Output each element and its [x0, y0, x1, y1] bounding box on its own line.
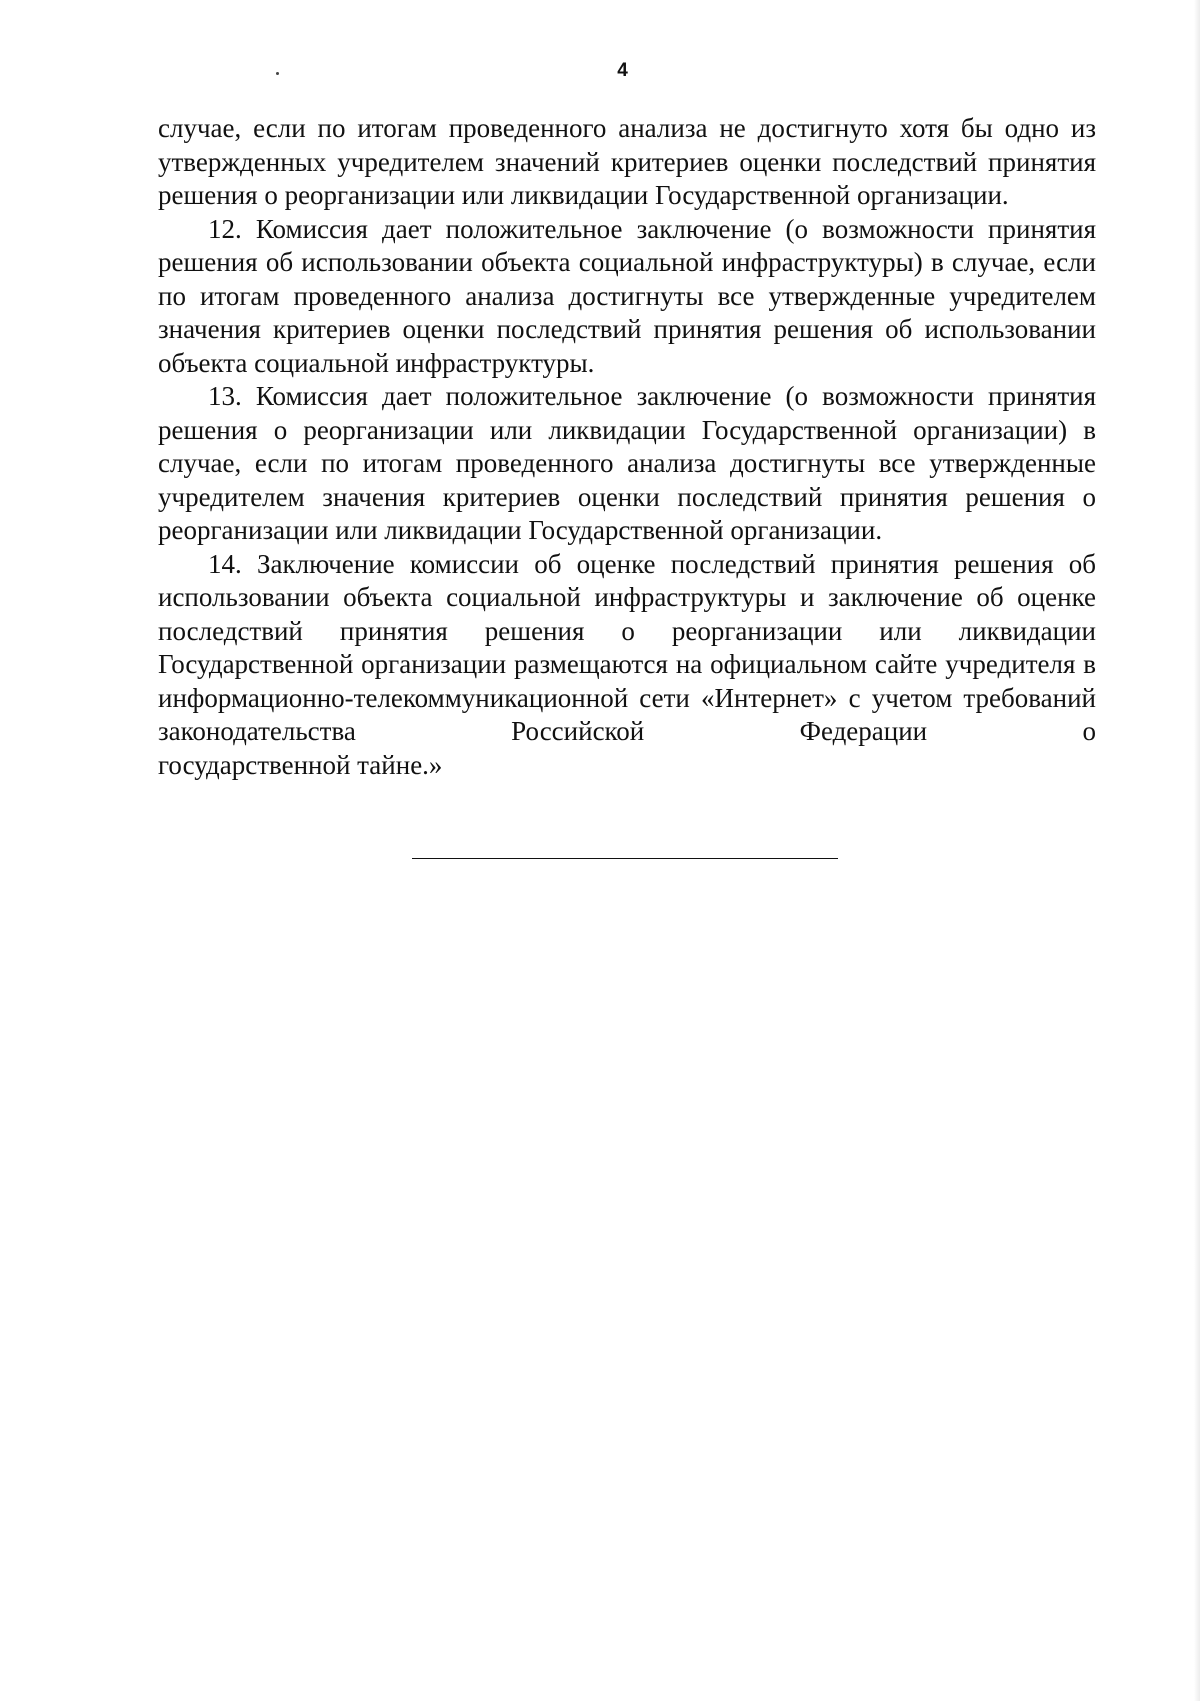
paragraph-continuation: случае, если по итогам проведенного анализа не достигнуто хотя бы одно из утвержденных учредителем значений критериев оценки последствий принятия решения о реорганизации или ликвидации Государственной организации. — [158, 113, 1096, 210]
paragraph-item-13: 13. Комиссия дает положительное заключение (о возможности принятия решения о реорганизации или ликвидации Государственной организации) в случае, если по итогам проведенного анализа достигнуты все утвержденные учредителем значения критериев оценки последствий принятия решения о реорганизации или ликвидации Государственной организации. — [158, 381, 1096, 545]
paragraph-item-12: 12. Комиссия дает положительное заключение (о возможности принятия решения об использовании объекта социальной инфраструктуры) в случае, если по итогам проведенного анализа достигнуты все утвержденные учредителем значения критериев оценки последствий принятия решения об использовании объекта социальной инфраструктуры. — [158, 213, 1096, 378]
end-of-text-rule — [412, 858, 838, 859]
paragraph-item-14-ending: государственной тайне.» — [158, 749, 443, 780]
page-number: 4 — [617, 60, 628, 81]
document-body — [158, 112, 1096, 782]
scan-edge-shadow — [1194, 0, 1200, 1701]
paragraph-item-14: 14. Заключение комиссии об оценке последствий принятия решения об использовании объекта социальной инфраструктуры и заключение об оценке последствий принятия решения о реорганизации или ликвидации Государственной организации размещаются на официальном сайте учредителя в информационно-телекоммуникационной сети «Интернет» с учетом требований законодательства Российской Федерации о — [158, 548, 1096, 746]
